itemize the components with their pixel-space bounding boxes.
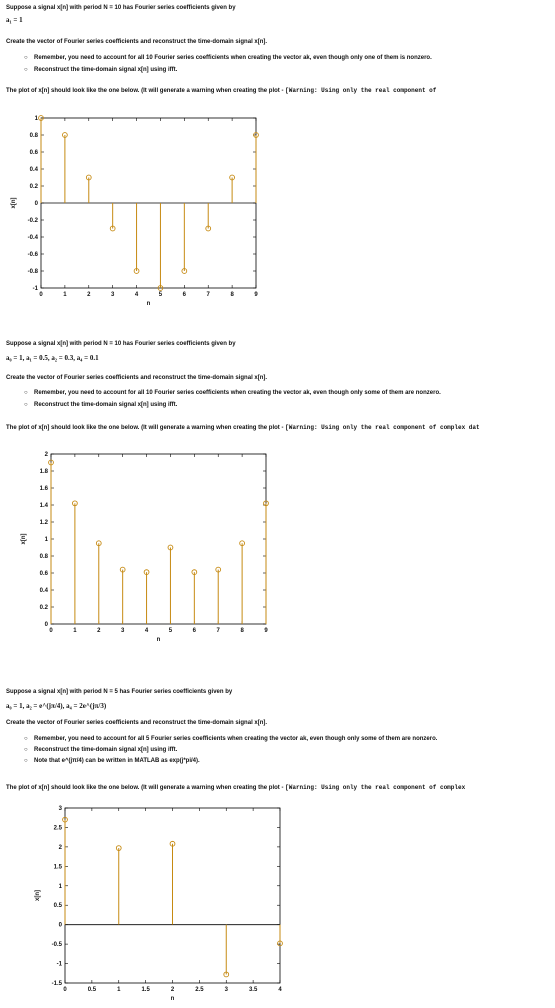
y-tick-label: -0.6 [27,252,38,258]
y-tick-label: 0.8 [29,133,38,139]
y-tick-label: -0.2 [27,218,38,224]
y-tick-label: 0 [44,622,48,628]
problem-2-bullet-2: Reconstruct the time-domain signal x[n] using ifft. [34,402,178,408]
y-tick-label: -1 [32,286,38,292]
y-tick-label: 1.5 [53,864,62,871]
y-tick-label: 2.5 [53,825,62,832]
plot-note-text: The plot of x[n] should look like the one below. (It will generate a warning when creating the plot - [6,425,284,431]
x-tick-label: 5 [158,292,163,298]
y-tick-label: 3 [58,806,62,812]
problem-1-intro: Suppose a signal x[n] with period N = 10 has Fourier series coefficients given by [6,5,236,11]
y-tick-label: 0 [34,201,38,207]
y-tick-label: 1.6 [39,486,48,492]
x-tick-label: 4 [144,628,149,634]
y-tick-label: 1 [44,537,48,543]
warning-text: [Warning: Using only the real component of [285,87,437,94]
x-axis-label: n [146,301,151,307]
y-tick-label: 2 [44,452,48,458]
warning-text: [Warning: Using only the real component of complex dat [285,424,480,431]
x-tick-label: 0 [63,987,67,993]
problem-3-bullet-2: Reconstruct the time-domain signal x[n] using ifft. [34,747,178,753]
x-tick-label: 7 [206,292,210,298]
x-axis-label: n [156,637,161,643]
warning-text: [Warning: Using only the real component of complex [285,784,466,791]
problem-1-coefficients: a₁ = 1 [6,16,23,24]
bullet-icon: ○ [24,758,28,764]
x-tick-label: 1 [117,987,121,993]
y-tick-label: 0.4 [39,588,48,594]
y-tick-label: 0 [58,922,62,929]
y-tick-label: 1.2 [39,520,48,526]
y-tick-label: -1 [56,961,62,968]
stem-plot-1 [0,108,270,313]
y-tick-label: -0.5 [51,942,62,949]
x-tick-label: 2.5 [195,987,204,993]
x-tick-label: 8 [230,292,234,298]
x-axis-label: n [170,996,175,1002]
y-tick-label: 1.8 [39,469,48,475]
y-tick-label: -1.5 [51,981,62,987]
y-axis-label: x[n] [11,197,17,209]
problem-1-bullet-1: Remember, you need to account for all 10 Fourier series coefficients when creating the vector ak, even though only one of them is nonzero. [34,55,432,61]
problem-2-bullet-1: Remember, you need to account for all 10 Fourier series coefficients when creating the vector ak, even though only some of them are nonzero. [34,390,441,396]
x-tick-label: 3 [120,628,125,634]
problem-1-plot-note [6,87,551,95]
y-tick-label: 1.4 [39,503,48,509]
x-tick-label: 2 [97,628,101,634]
x-tick-label: 2 [87,292,91,298]
x-tick-label: 6 [192,628,197,634]
stem-plot-2 [0,446,275,651]
plot-note-text: The plot of x[n] should look like the one below. (It will generate a warning when creating the plot - [6,88,284,94]
x-tick-label: 3 [110,292,115,298]
x-tick-label: 1 [63,292,67,298]
y-tick-label: 0.4 [29,167,38,173]
bullet-icon: ○ [24,747,28,753]
problem-3-task: Create the vector of Fourier series coefficients and reconstruct the time-domain signal x[n]. [6,720,268,726]
y-tick-label: 0.6 [29,150,38,156]
y-tick-label: 2 [58,844,62,851]
problem-2-coefficients: a₀ = 1, a₁ = 0.5, a₂ = 0.3, a₄ = 0.1 [6,354,99,362]
problem-2-plot-note [6,424,551,432]
y-axis-label: x[n] [35,890,41,901]
x-tick-label: 6 [182,292,187,298]
problem-2-intro: Suppose a signal x[n] with period N = 10 has Fourier series coefficients given by [6,341,236,347]
y-tick-label: 0.8 [39,554,48,560]
x-tick-label: 9 [264,628,268,634]
x-tick-label: 0 [49,628,53,634]
x-tick-label: 8 [240,628,244,634]
y-tick-label: 0.2 [39,605,48,611]
x-tick-label: 0 [39,292,43,298]
bullet-icon: ○ [24,55,28,61]
bullet-icon: ○ [24,67,28,73]
x-tick-label: 4 [134,292,139,298]
x-tick-label: 0.5 [87,987,97,993]
problem-3-bullet-3: Note that e^(jπ/4) can be written in MATLAB as exp(j*pi/4). [34,758,200,764]
bullet-icon: ○ [24,736,28,742]
x-tick-label: 2 [170,987,175,993]
y-axis-label: x[n] [21,533,27,545]
problem-3-plot-note [6,784,551,792]
bullet-icon: ○ [24,390,28,396]
x-tick-label: 3 [224,987,228,993]
x-tick-label: 4 [278,987,282,993]
plot-note-text: The plot of x[n] should look like the one below. (It will generate a warning when creating the plot - [6,785,284,791]
problem-3-coefficients: a₀ = 1, a₂ = e^(jπ/4), a₄ = 2e^(jπ/3) [6,702,107,710]
y-tick-label: 0.2 [29,184,38,190]
x-tick-label: 9 [254,292,258,298]
y-tick-label: 0.6 [39,571,48,577]
problem-1-task: Create the vector of Fourier series coefficients and reconstruct the time-domain signal x[n]. [6,39,268,45]
y-tick-label: 1 [34,116,38,122]
stem-plot-3 [0,800,290,1008]
x-tick-label: 5 [168,628,173,634]
problem-3-intro: Suppose a signal x[n] with period N = 5 has Fourier series coefficients given by [6,689,233,695]
problem-2-task: Create the vector of Fourier series coefficients and reconstruct the time-domain signal x[n]. [6,375,268,381]
y-tick-label: -0.8 [27,269,38,275]
x-tick-label: 1 [73,628,77,634]
y-tick-label: 0.5 [53,903,62,910]
x-tick-label: 7 [216,628,220,634]
y-tick-label: -0.4 [27,235,38,241]
y-tick-label: 1 [58,883,62,890]
x-tick-label: 3.5 [248,987,258,993]
bullet-icon: ○ [24,402,28,408]
problem-1-bullet-2: Reconstruct the time-domain signal x[n] using ifft. [34,67,178,73]
plot-frame [51,454,266,624]
x-tick-label: 1.5 [141,987,150,993]
problem-3-bullet-1: Remember, you need to account for all 5 Fourier series coefficients when creating the vector ak, even though only some of them are nonzero. [34,736,438,742]
